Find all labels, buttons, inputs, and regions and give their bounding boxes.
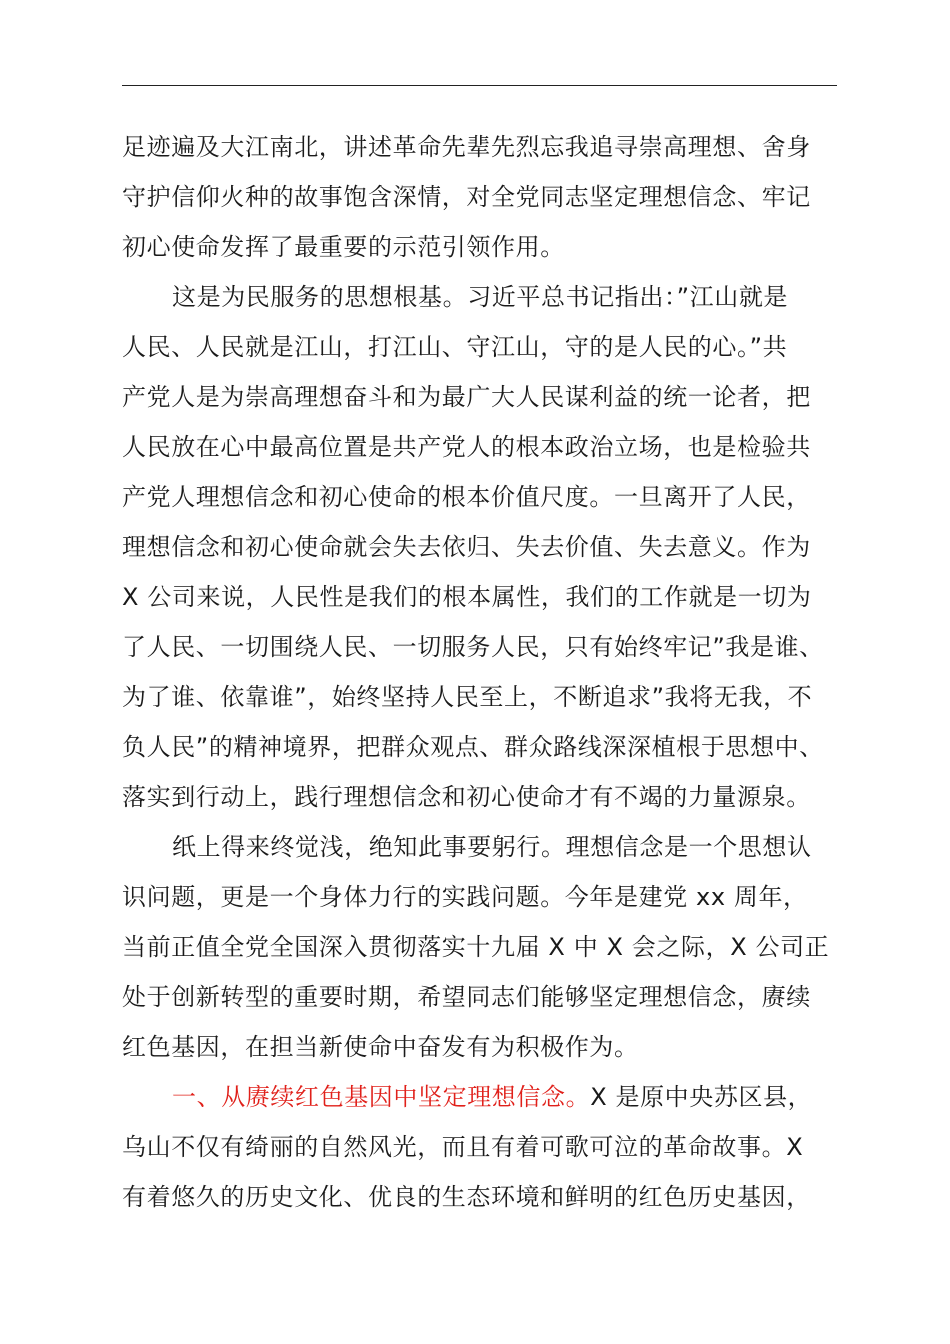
text-line: 为了谁、依靠谁”，始终坚持人民至上，不断追求”我将无我，不 xyxy=(122,683,813,711)
text-line: 纸上得来终觉浅，绝知此事要躬行。理想信念是一个思想认 xyxy=(172,833,812,861)
text-line: 了人民、一切围绕人民、一切服务人民，只有始终牢记”我是谁、 xyxy=(122,633,824,661)
text-line: 产党人理想信念和初心使命的根本价值尺度。一旦离开了人民， xyxy=(122,483,811,511)
header-rule xyxy=(122,85,837,86)
text-line: 人民、人民就是江山，打江山、守江山，守的是人民的心。”共 xyxy=(122,333,788,361)
text-line: 落实到行动上，践行理想信念和初心使命才有不竭的力量源泉。 xyxy=(122,783,811,811)
text-line: 这是为民服务的思想根基。习近平总书记指出：”江山就是 xyxy=(172,283,789,311)
paragraph-1 xyxy=(122,122,844,272)
text-line: 当前正值全党全国深入贯彻落实十九届 X 中 X 会之际，X 公司正 xyxy=(122,933,830,961)
text-line: 足迹遍及大江南北，讲述革命先辈先烈忘我追寻崇高理想、舍身 xyxy=(122,133,811,161)
text-line: 红色基因，在担当新使命中奋发有为积极作为。 xyxy=(122,1033,639,1061)
section-heading: 一、从赓续红色基因中坚定理想信念。 xyxy=(172,1083,591,1111)
text-line: 人民放在心中最高位置是共产党人的根本政治立场，也是检验共 xyxy=(122,433,811,461)
section-heading-continuation: X 是原中央苏区县， xyxy=(590,1083,813,1111)
paragraph-3 xyxy=(122,822,844,1072)
section-1-first-line xyxy=(122,1072,844,1122)
text-line: X 公司来说，人民性是我们的根本属性，我们的工作就是一切为 xyxy=(122,583,812,611)
text-line: 守护信仰火种的故事饱含深情，对全党同志坚定理想信念、牢记 xyxy=(122,183,811,211)
section-1 xyxy=(122,1072,844,1222)
text-line: 处于创新转型的重要时期，希望同志们能够坚定理想信念，赓续 xyxy=(122,983,811,1011)
text-line: 初心使命发挥了最重要的示范引领作用。 xyxy=(122,233,565,261)
text-line: 产党人是为崇高理想奋斗和为最广大人民谋利益的统一论者，把 xyxy=(122,383,811,411)
text-line: 识问题，更是一个身体力行的实践问题。今年是建党 xx 周年， xyxy=(122,883,808,911)
text-line: 有着悠久的历史文化、优良的生态环境和鲜明的红色历史基因， xyxy=(122,1183,811,1211)
text-line: 乌山不仅有绮丽的自然风光，而且有着可歌可泣的革命故事。X xyxy=(122,1133,804,1161)
text-line: 理想信念和初心使命就会失去依归、失去价值、失去意义。作为 xyxy=(122,533,811,561)
document-body xyxy=(122,122,844,1222)
paragraph-2 xyxy=(122,272,844,822)
text-line: 负人民”的精神境界，把群众观点、群众路线深深植根于思想中、 xyxy=(122,733,824,761)
